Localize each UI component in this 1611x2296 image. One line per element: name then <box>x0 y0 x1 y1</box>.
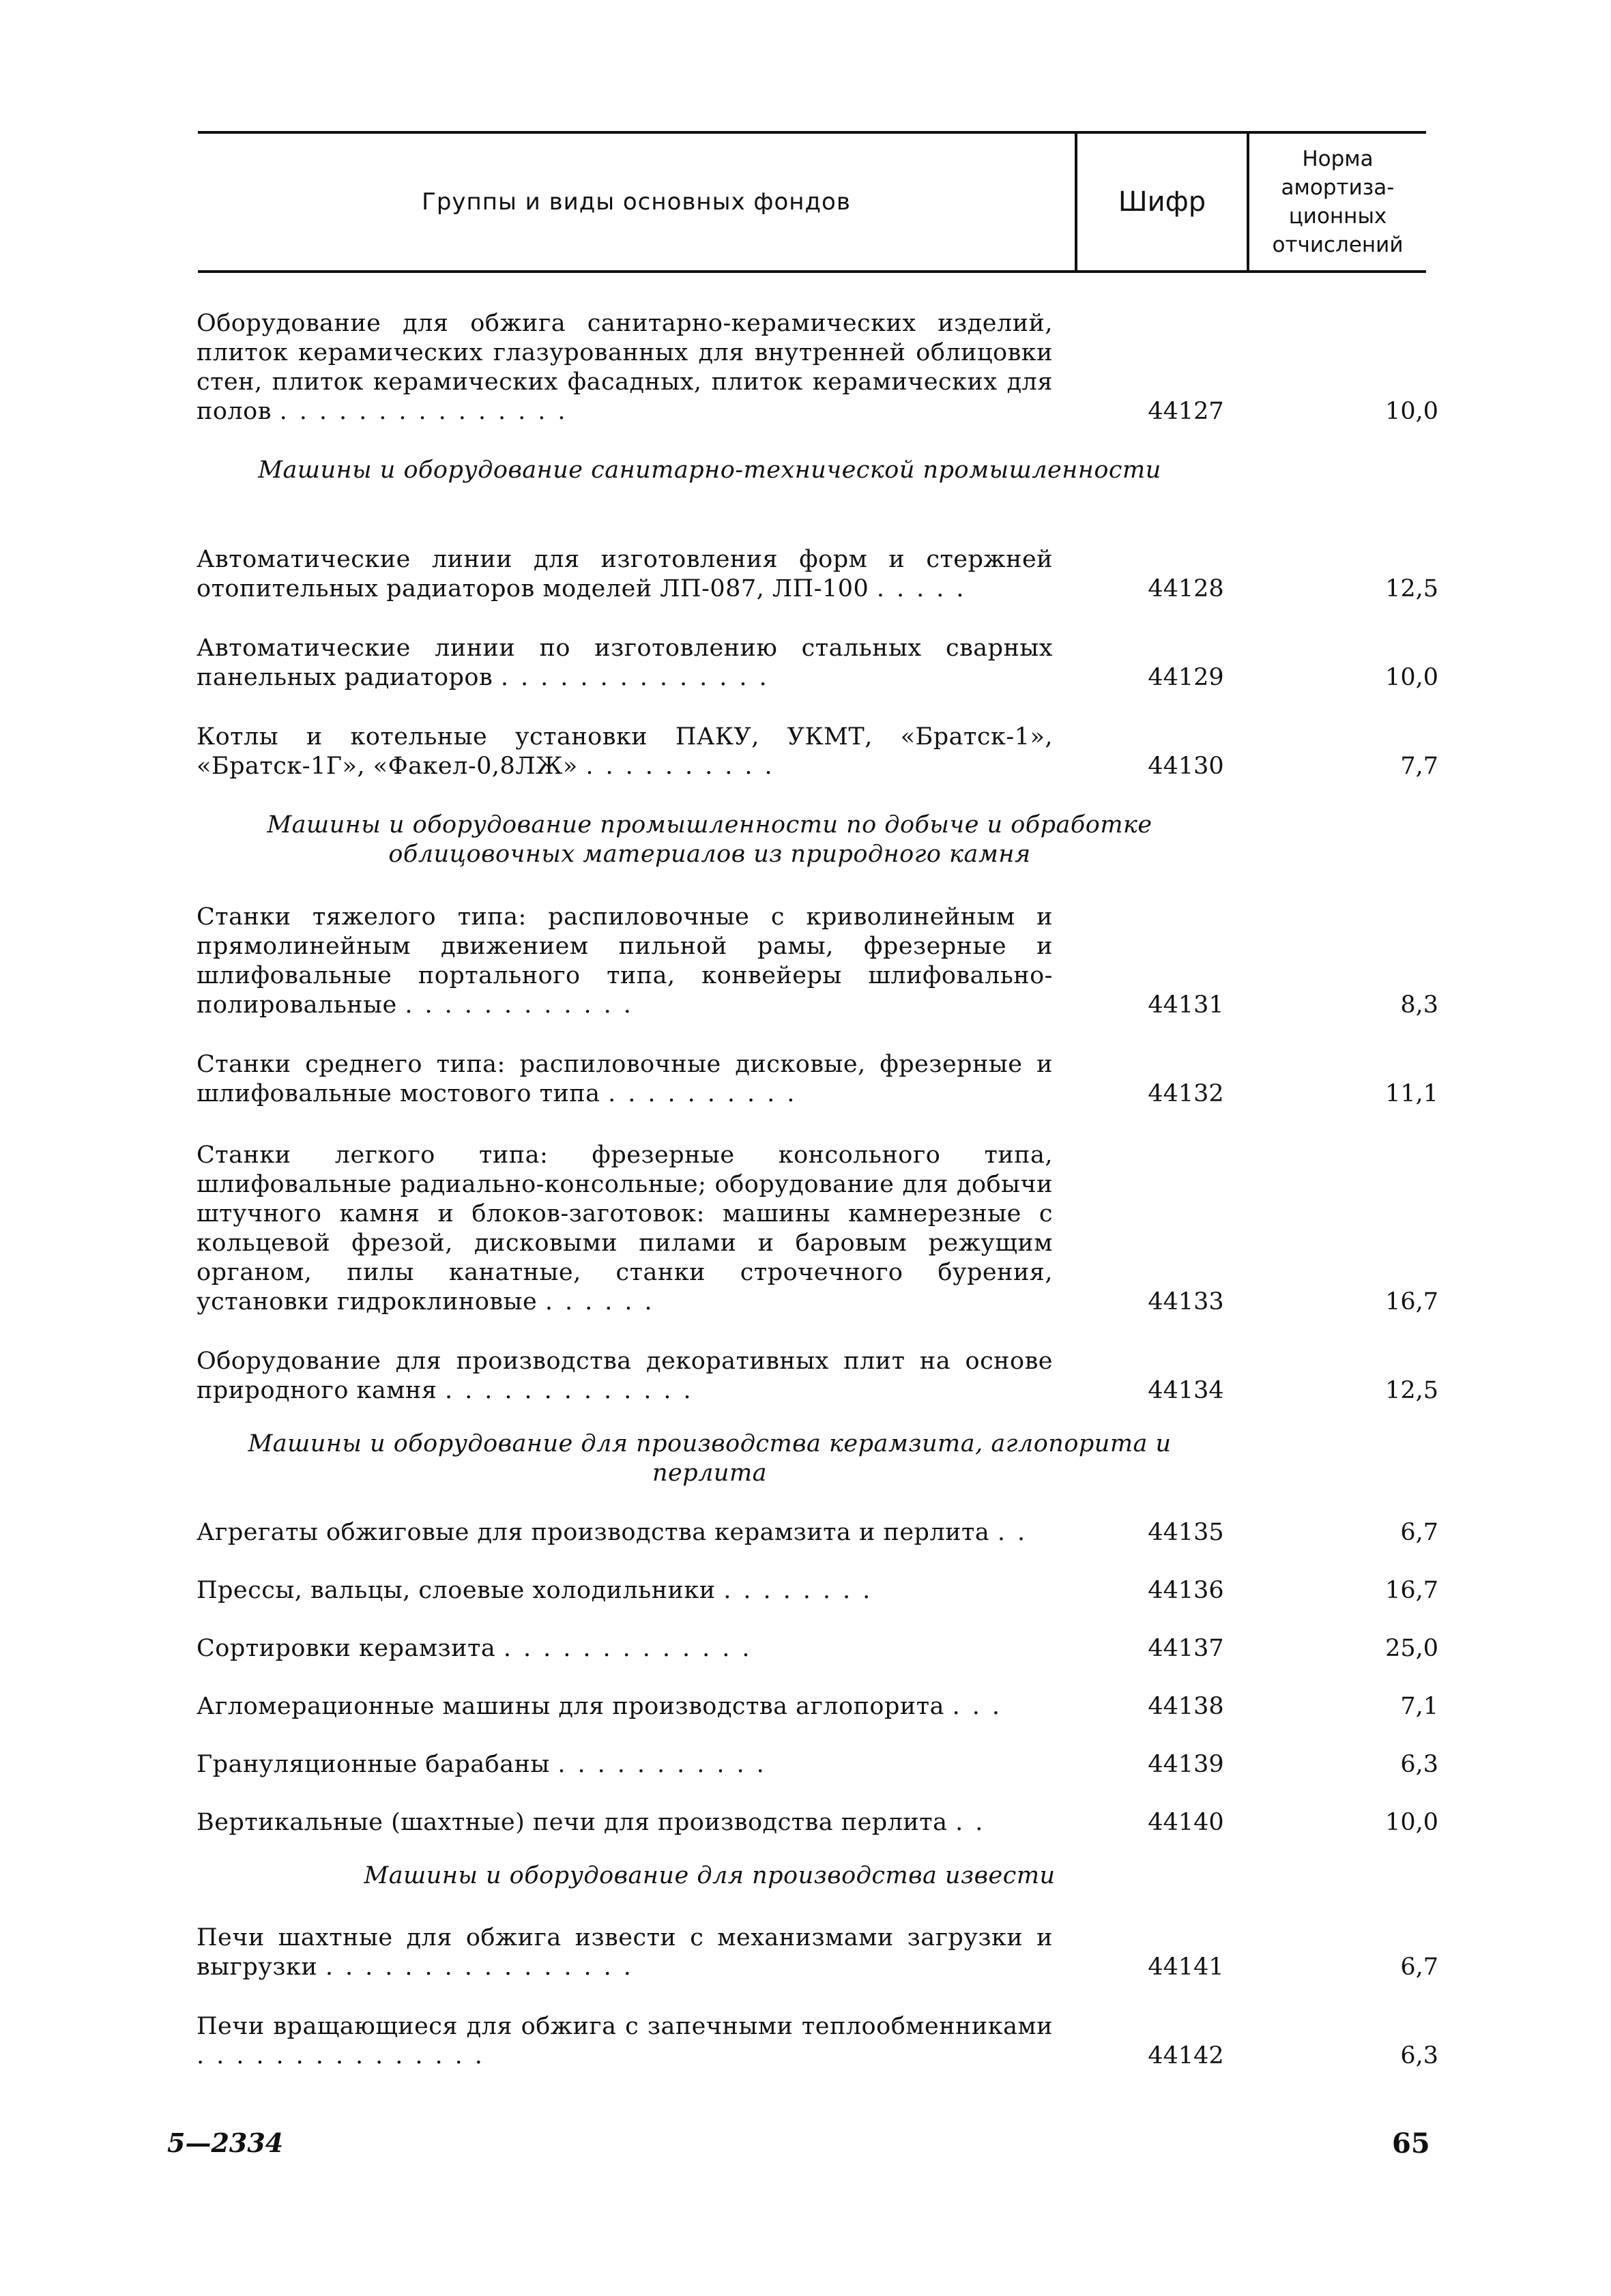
row-norm: 25,0 <box>1385 1635 1438 1662</box>
table-row <box>197 542 1438 604</box>
row-description: Вертикальные (шахтные) печи для производства перлита .. <box>197 1809 996 1836</box>
row-norm: 16,7 <box>1385 1288 1438 1316</box>
row-description: Печи вращающиеся для обжига с запечными теплообменниками ............... <box>197 2013 1053 2069</box>
table-row <box>197 1687 1438 1721</box>
row-norm: 6,7 <box>1400 1953 1438 1981</box>
row-norm: 7,1 <box>1400 1693 1438 1720</box>
header-code: Шифр <box>1077 134 1249 270</box>
row-code: 44128 <box>1148 575 1224 602</box>
header-norm <box>1249 134 1426 270</box>
row-description: Агрегаты обжиговые для производства керамзита и перлита .. <box>197 1519 1038 1546</box>
row-code: 44134 <box>1148 1377 1224 1404</box>
section-heading: Машины и оборудование для производства извести <box>364 1862 1056 1889</box>
row-code: 44141 <box>1148 1953 1224 1981</box>
table-row <box>197 1047 1438 1109</box>
section-heading: Машины и оборудование санитарно-технической промышленности <box>258 456 1161 484</box>
row-norm: 6,7 <box>1400 1519 1438 1546</box>
section-heading: Машины и оборудование для производства керамзита, аглопорита и перлита <box>248 1430 1172 1487</box>
row-description: Печи шахтные для обжига извести с механизмами загрузки и выгрузки ................ <box>197 1924 1053 1981</box>
row-code: 44135 <box>1148 1519 1224 1546</box>
row-description: Котлы и котельные установки ПАКУ, УКМТ, «Братск-1», «Братск-1Г», «Факел-0,8ЛЖ» .......... <box>197 723 1053 780</box>
row-description: Автоматические линии по изготовлению стальных сварных панельных радиаторов .............. <box>197 635 1053 691</box>
header-groups: Группы и виды основных фондов <box>198 134 1077 270</box>
row-code: 44133 <box>1148 1288 1224 1316</box>
row-code: 44139 <box>1148 1751 1224 1778</box>
row-code: 44130 <box>1148 753 1224 780</box>
row-code: 44132 <box>1148 1080 1224 1107</box>
section-heading: Машины и оборудование промышленности по добыче и обработке облицовочных материалов из природного камня <box>267 811 1152 868</box>
row-norm: 10,0 <box>1385 398 1438 425</box>
table-row <box>197 1571 1438 1605</box>
table-row <box>197 304 1438 426</box>
table-row <box>197 2009 1438 2071</box>
row-norm: 6,3 <box>1400 2042 1438 2069</box>
row-code: 44131 <box>1148 991 1224 1019</box>
row-norm: 16,7 <box>1385 1577 1438 1604</box>
table-row <box>197 897 1438 1020</box>
row-description: Станки среднего типа: распиловочные дисковые, фрезерные и шлифовальные мостового типа .......... <box>197 1051 1053 1107</box>
row-description: Сортировки керамзита ............. <box>197 1635 762 1662</box>
row-code: 44142 <box>1148 2042 1224 2069</box>
row-description: Оборудование для производства декоративных плит на основе природного камня ............. <box>197 1348 1053 1404</box>
row-description: Станки легкого типа: фрезерные консольного типа, шлифовальные радиально-консольные; оборудование для добычи штучного камня и блоков-заготовок: машины камнерезные с кольцевой фрезой, дисковыми пилами и баровым режущим органом, пилы канатные, станки строчечного бурения, установки гидроклиновые ...... <box>197 1142 1053 1316</box>
header-norm-line: отчислений <box>1272 233 1404 257</box>
header-norm-line: ционных <box>1288 204 1387 229</box>
row-code: 44140 <box>1148 1809 1224 1836</box>
row-norm: 12,5 <box>1385 575 1438 602</box>
table-row <box>197 631 1438 693</box>
row-norm: 7,7 <box>1400 753 1438 780</box>
table-row <box>197 1921 1438 1982</box>
table-row <box>197 1341 1438 1406</box>
row-norm: 6,3 <box>1400 1751 1438 1778</box>
row-description: Агломерационные машины для производства аглопорита ... <box>197 1693 1012 1720</box>
table-row <box>197 1629 1438 1663</box>
row-code: 44136 <box>1148 1577 1224 1604</box>
row-code: 44138 <box>1148 1693 1224 1720</box>
row-code: 44127 <box>1148 398 1224 425</box>
table-row <box>197 1745 1438 1779</box>
header-norm-line: амортиза- <box>1281 175 1395 200</box>
table-row <box>197 1803 1438 1837</box>
row-norm: 11,1 <box>1385 1080 1438 1107</box>
row-norm: 8,3 <box>1400 991 1438 1019</box>
table-row <box>197 720 1438 781</box>
table-header <box>198 131 1426 273</box>
footer-signature: 5—2334 <box>167 2127 284 2158</box>
row-code: 44129 <box>1148 664 1224 691</box>
table-row <box>197 1136 1438 1317</box>
row-norm: 10,0 <box>1385 1809 1438 1836</box>
header-norm-line: Норма <box>1302 147 1374 171</box>
row-description: Прессы, вальцы, слоевые холодильники ........ <box>197 1577 883 1604</box>
row-description: Автоматические линии для изготовления форм и стержней отопительных радиаторов моделей ЛП-087, ЛП-100 ..... <box>197 546 1053 602</box>
row-description: Грануляционные барабаны ........... <box>197 1751 777 1778</box>
page-number: 65 <box>1392 2127 1430 2160</box>
row-description: Станки тяжелого типа: распиловочные с криволинейным и прямолинейным движением пильной рамы, фрезерные и шлифовальные портального типа, конвейеры шлифовально-полировальные ............ <box>197 903 1053 1019</box>
row-description: Оборудование для обжига санитарно-керамических изделий, плиток керамических глазурованных для внутренней облицовки стен, плиток керамических фасадных, плиток керамических для полов ............... <box>197 310 1053 425</box>
row-code: 44137 <box>1148 1635 1224 1662</box>
row-norm: 10,0 <box>1385 664 1438 691</box>
row-norm: 12,5 <box>1385 1377 1438 1404</box>
table-row <box>197 1513 1438 1547</box>
